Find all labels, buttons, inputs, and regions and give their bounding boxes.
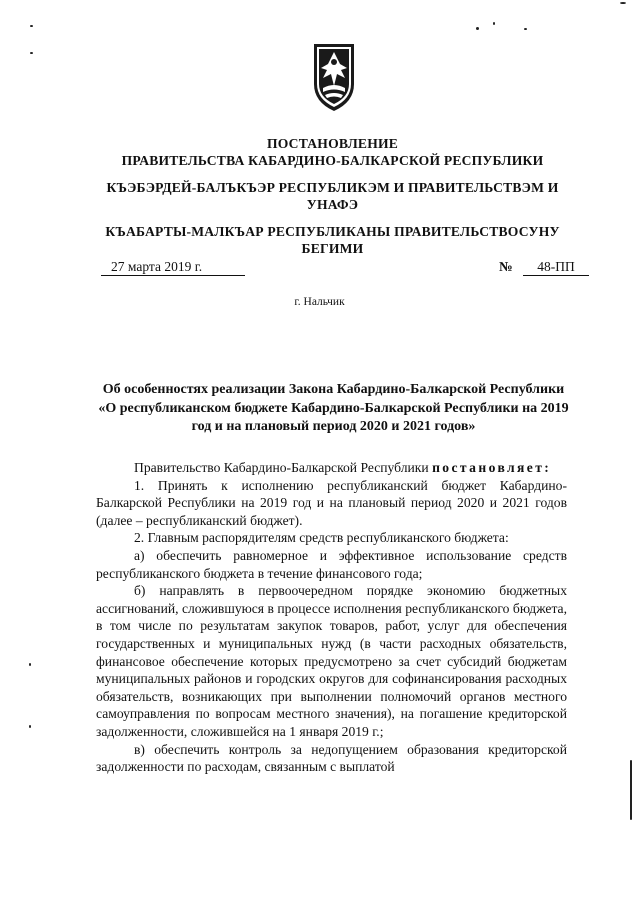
scan-speck xyxy=(30,52,33,54)
scan-speck xyxy=(29,725,31,728)
city-label: г. Нальчик xyxy=(294,296,345,308)
header-postanovlenie xyxy=(95,136,570,169)
coat-of-arms-emblem-icon xyxy=(311,40,357,114)
document-body xyxy=(96,459,567,776)
scan-speck xyxy=(30,25,33,27)
intro-text: Правительство Кабардино-Балкарской Республики xyxy=(134,460,433,475)
document-date: 27 марта 2019 г. xyxy=(101,258,245,276)
document-number: 48-ПП xyxy=(523,258,589,276)
paragraph-2b: б) направлять в первоочередном порядке экономию бюджетных ассигнований, сложившуюся в процессе исполнения республиканского бюджета, в том числе по результатам закупок товаров, работ, услуг для обеспечения государственных и муниципальных нужд (в части расходных обязательств, финансовое обеспечение которых предусмотрено за счет субсидий бюджетам муниципальных районов и городских округов для софинансирования расходных обязательств, возникающих при выполнении полномочий органов местного самоуправления по вопросам местного значения), на погашение кредиторской задолженности, сложившейся на 1 января 2019 г.; xyxy=(96,583,567,739)
scan-edge-mark xyxy=(630,760,632,820)
scan-speck xyxy=(476,27,479,30)
title-balkar: КЪАБАРТЫ-МАЛКЪАР РЕСПУБЛИКАНЫ ПРАВИТЕЛЬСТВОСУНУ БЕГИМИ xyxy=(105,224,560,256)
title-kabardian: КЪЭБЭРДЕЙ-БАЛЪКЪЭР РЕСПУБЛИКЭМ И ПРАВИТЕЛЬСТВЭМ И УНАФЭ xyxy=(106,180,559,212)
decree-word: постановляет: xyxy=(432,460,552,475)
paragraph-2a: а) обеспечить равномерное и эффективное использование средств республиканского бюджета в течение финансового года; xyxy=(96,547,567,581)
government-title-ru: ПРАВИТЕЛЬСТВА КАБАРДИНО-БАЛКАРСКОЙ РЕСПУБЛИКИ xyxy=(121,152,544,168)
scan-speck xyxy=(493,22,495,25)
date-number-row xyxy=(95,258,595,278)
number-sign: № xyxy=(499,259,513,274)
scan-speck xyxy=(524,28,527,30)
paragraph-2: 2. Главным распорядителям средств республиканского бюджета: xyxy=(134,530,509,546)
doc-type-title: ПОСТАНОВЛЕНИЕ xyxy=(266,136,399,151)
intro-paragraph xyxy=(96,459,567,477)
document-subject: Об особенностях реализации Закона Кабардино-Балкарской Республики «О республиканском бюджете Кабардино-Балкарской Республики на 2019 год и на плановый период 2020 и 2021 годов» xyxy=(98,382,569,434)
paragraph-1: 1. Принять к исполнению республиканский бюджет Кабардино-Балкарской Республики на 2019 год и на плановый период 2020 и 2021 годов (далее – республиканский бюджет). xyxy=(96,477,567,528)
scan-speck xyxy=(29,663,31,666)
paragraph-2v: в) обеспечить контроль за недопущением образования кредиторской задолженности по расходам, связанным с выплатой xyxy=(96,741,567,775)
scan-speck xyxy=(620,2,626,4)
